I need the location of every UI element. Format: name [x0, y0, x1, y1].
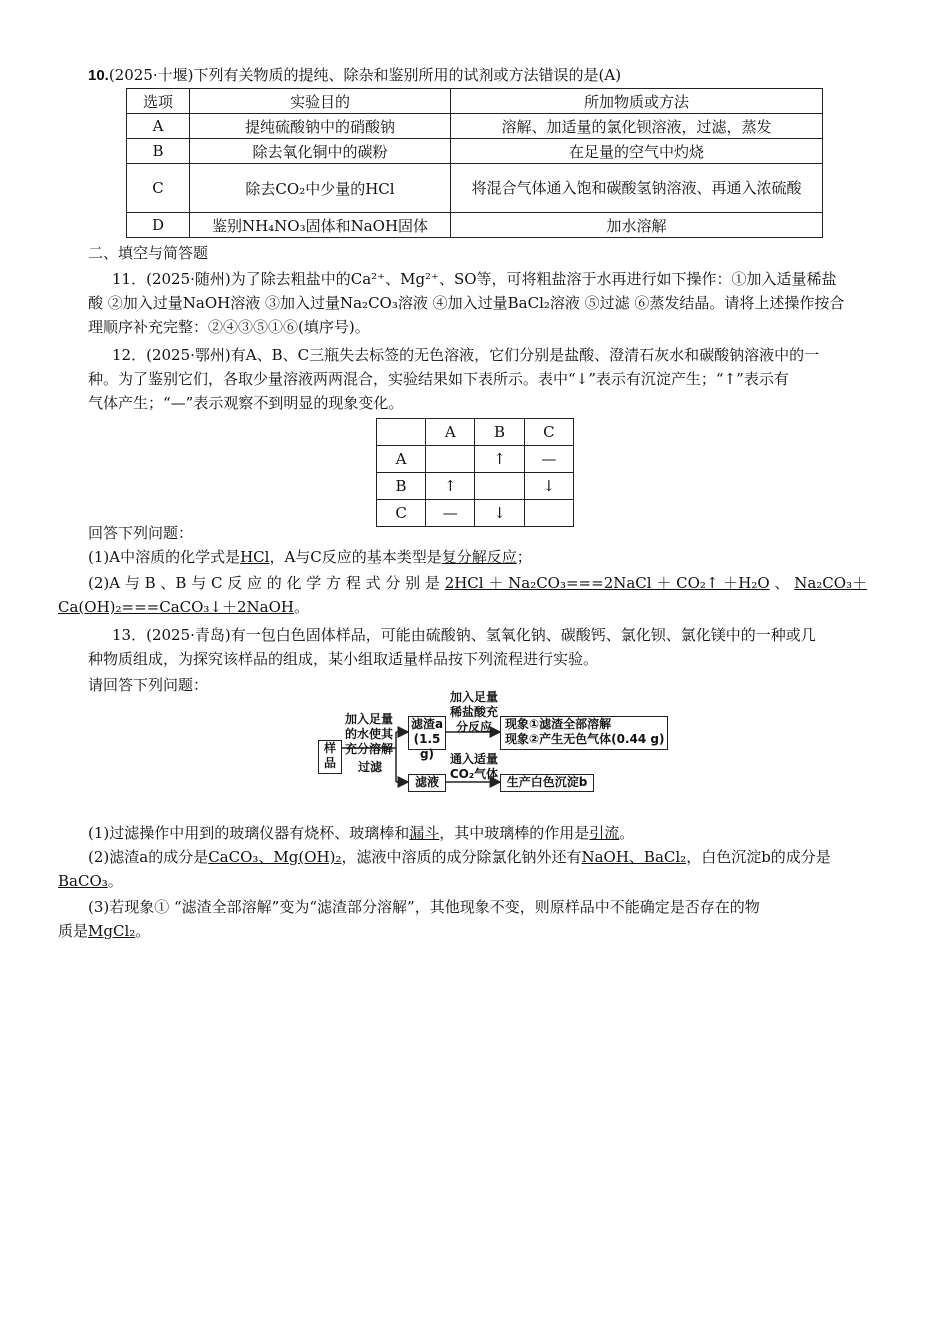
q13-answer3: (3)若现象① “滤渣全部溶解”变为“滤渣部分溶解”，其他现象不变，则原样品中不能确定是否存在的物: [88, 898, 760, 916]
cell: —: [524, 446, 573, 473]
cell: 除去CO₂中少量的HCl: [190, 164, 451, 213]
text: ，其中玻璃棒的作用是: [439, 824, 590, 842]
residue-box: [408, 716, 446, 761]
cell: 除去氧化铜中的碳粉: [190, 139, 451, 164]
q13-line3: 请回答下列问题：: [88, 676, 209, 694]
label: 分反应: [455, 720, 492, 734]
cell: C: [524, 419, 573, 446]
label: CO₂气体: [449, 767, 499, 781]
q13-answer2-cont: [58, 870, 864, 892]
q11-line1: 11．(2025·随州)为了除去粗盐中的Ca²⁺、Mg²⁺、SO等，可将粗盐溶于水再进行如下操作：①加入适量稀盐: [112, 270, 837, 288]
text: ；: [516, 548, 532, 566]
step1-label: [340, 712, 398, 757]
cell: D: [127, 213, 190, 238]
cell: B: [475, 419, 524, 446]
text: 。: [619, 824, 635, 842]
section-heading: 二、填空与简答题: [88, 244, 209, 262]
cell: A: [377, 446, 426, 473]
text: 。: [107, 872, 123, 890]
answer: HCl: [240, 548, 270, 566]
text: (2)A 与 B 、B 与 C 反 应 的 化 学 方 程 式 分 别 是: [88, 574, 440, 592]
label: 充分溶解: [344, 742, 393, 756]
q11-line2: 酸 ②加入过量NaOH溶液 ③加入过量Na₂CO₃溶液 ④加入过量BaCl₂溶液 ⑤过滤 ⑥蒸发结晶。请将上述操作按合: [88, 294, 845, 312]
q13-answer1: [88, 822, 894, 844]
answer: 复分解反应: [441, 548, 517, 566]
answer: Ca(OH)₂===CaCO₃↓＋2NaOH: [58, 598, 294, 616]
q12-line3: 气体产生；“—”表示观察不到明显的现象变化。: [88, 394, 404, 412]
cell: 在足量的空气中灼烧: [451, 139, 823, 164]
answer: BaCO₃: [58, 872, 108, 890]
label: 稀盐酸充: [449, 705, 498, 719]
cell: ↑: [426, 473, 475, 500]
label: 的水使其: [344, 727, 393, 741]
cell: ↓: [475, 500, 524, 527]
answer-intro: 回答下列问题：: [88, 524, 194, 542]
text: (1)A中溶质的化学式是: [88, 548, 241, 566]
cell: A: [127, 114, 190, 139]
question-number: 10.: [88, 67, 109, 84]
label: 样品: [323, 741, 336, 770]
text: 。: [294, 598, 310, 616]
cell: ↑: [475, 446, 524, 473]
precipitate-box: 生产白色沉淀b: [500, 774, 594, 792]
answer: 漏斗: [409, 824, 440, 842]
answer: MgCl₂: [88, 922, 136, 940]
label: 现象①滤渣全部溶解: [505, 717, 612, 731]
cell: 加水溶解: [451, 213, 823, 238]
q11-line3: 理顺序补充完整：②④③⑤①⑥(填序号)。: [88, 318, 370, 336]
text: (2)滤渣a的成分是: [88, 848, 209, 866]
acid-label: [444, 690, 504, 735]
filter-label: 过滤: [357, 760, 382, 774]
text: (1)过滤操作中用到的玻璃仪器有烧杯、玻璃棒和: [88, 824, 410, 842]
sample-box: [318, 740, 342, 774]
filtrate-box: 滤液: [408, 774, 446, 792]
header-cell: 选项: [127, 89, 190, 114]
cell: 鉴别NH₄NO₃固体和NaOH固体: [190, 213, 451, 238]
text: ，白色沉淀b的成分是: [686, 848, 831, 866]
label: 加入足量: [344, 712, 393, 726]
cell: B: [127, 139, 190, 164]
label: 滤渣a: [410, 717, 444, 731]
text: 、: [774, 574, 790, 592]
cell: A: [426, 419, 475, 446]
text: 。: [135, 922, 151, 940]
q12-line2: 种。为了鉴别它们，各取少量溶液两两混合，实验结果如下表所示。表中“↓”表示有沉淀产生；“↑”表示有: [88, 370, 789, 388]
q10-stem: 10.(2025·十堰)下列有关物质的提纯、除杂和鉴别所用的试剂或方法错误的是(A): [88, 66, 622, 84]
text: ，A与C反应的基本类型是: [269, 548, 442, 566]
label: 通入适量: [449, 752, 498, 766]
cell: —: [426, 500, 475, 527]
text: 质是: [58, 922, 89, 940]
cell: 将混合气体通入饱和碳酸氢钠溶液、再通入浓硫酸: [451, 164, 823, 213]
q12-line1: 12．(2025·鄂州)有A、B、C三瓶失去标签的无色溶液，它们分别是盐酸、澄清石灰水和碳酸钠溶液中的一: [112, 346, 820, 364]
label: 加入足量: [449, 690, 498, 704]
header-cell: 所加物质或方法: [451, 89, 823, 114]
label: (1.5 g): [413, 732, 441, 761]
answer: CaCO₃、Mg(OH)₂: [208, 848, 342, 866]
text: ，滤液中溶质的成分除氯化钠外还有: [341, 848, 582, 866]
q13-answer3-cont: [58, 920, 864, 942]
answer: 2HCl ＋ Na₂CO₃===2NaCl ＋ CO₂↑ ＋H₂O: [444, 574, 770, 592]
label: 现象②产生无色气体(0.44 g): [505, 732, 665, 746]
header-cell: 实验目的: [190, 89, 451, 114]
q13-line2: 种物质组成，为探究该样品的组成，某小组取适量样品按下列流程进行实验。: [88, 650, 599, 668]
q13-answer2: [88, 846, 894, 868]
answer: NaOH、BaCl₂: [581, 848, 687, 866]
cell: B: [377, 473, 426, 500]
cell: 溶解、加适量的氯化钡溶液，过滤，蒸发: [451, 114, 823, 139]
answer: 引流: [589, 824, 620, 842]
answer: Na₂CO₃＋: [794, 574, 868, 592]
cell: C: [127, 164, 190, 213]
cell: ↓: [524, 473, 573, 500]
q13-line1: 13．(2025·青岛)有一包白色固体样品，可能由硫酸钠、氢氧化钠、碳酸钙、氯化钡、氯化镁中的一种或几: [112, 626, 816, 644]
co2-label: [444, 752, 504, 782]
cell: 提纯硫酸钠中的硝酸钠: [190, 114, 451, 139]
cell: C: [377, 500, 426, 527]
phenomena-box: [500, 716, 668, 750]
